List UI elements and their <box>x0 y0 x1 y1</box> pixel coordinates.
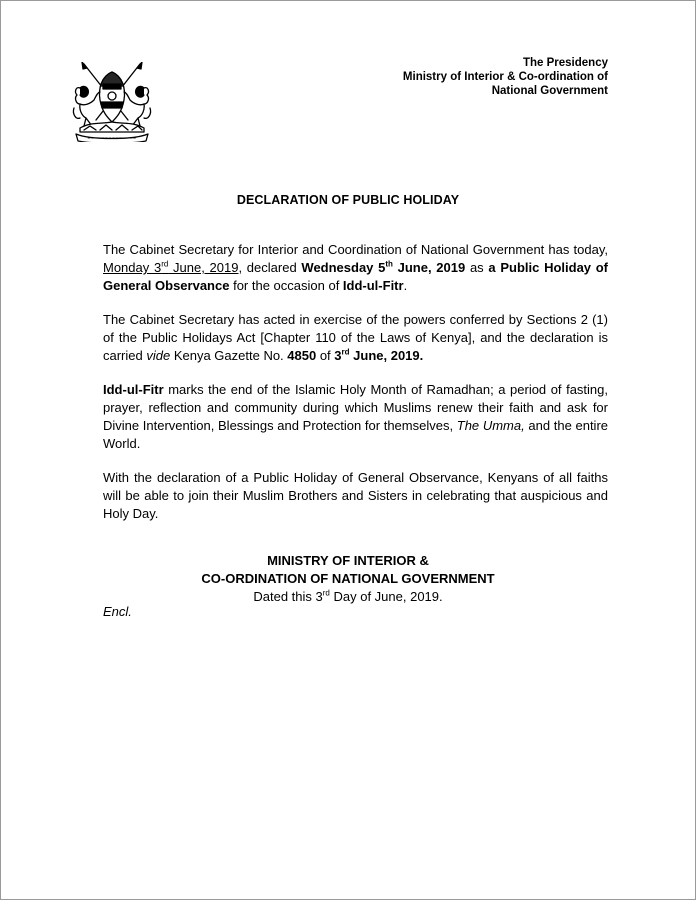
signature-block <box>0 552 696 606</box>
enclosure-note: Encl. <box>103 604 132 619</box>
kenya-coat-of-arms-icon <box>70 62 154 142</box>
paragraph-2: The Cabinet Secretary has acted in exercise of the powers conferred by Sections 2 (1) of the Public Holidays Act [Chapter 110 of the Laws of Kenya], and the declaration is carried vide Kenya Gazette No. 4850 of 3rd June, 2019. <box>103 312 608 363</box>
holiday-date: Wednesday 5th June, 2019 <box>301 259 466 275</box>
header-line-ministry: Ministry of Interior & Co-ordination of <box>402 71 608 83</box>
paragraph-4: With the declaration of a Public Holiday of General Observance, Kenyans of all faiths will be able to join their Muslim Brothers and Sisters in celebrating that auspicious and Holy Day. <box>103 470 608 521</box>
header-line-government: National Government <box>491 85 608 97</box>
paragraph-3: Idd-ul-Fitr marks the end of the Islamic Holy Month of Ramadhan; a period of fasting, prayer, reflection and community during which Muslims renew their faith and ask for Divine Intervention, Blessings and Protection for themselves, The Umma, and the entire World. <box>103 382 609 451</box>
occasion-name: Idd-ul-Fitr <box>342 278 404 293</box>
gazette-number: 4850 <box>287 348 317 363</box>
signature-ministry-line2: CO-ORDINATION OF NATIONAL GOVERNMENT <box>201 571 495 586</box>
announcement-date: Monday 3rd June, 2019 <box>103 259 239 275</box>
document-title: DECLARATION OF PUBLIC HOLIDAY <box>236 193 460 207</box>
document-body <box>103 241 608 539</box>
letterhead <box>403 56 608 98</box>
dated-line: Dated this 3rd Day of June, 2019. <box>253 588 443 604</box>
gazette-date: 3rd June, 2019. <box>334 347 424 363</box>
holiday-type: a Public Holiday of General Observance <box>103 260 609 293</box>
header-line-presidency: The Presidency <box>522 57 608 69</box>
paragraph-1: The Cabinet Secretary for Interior and Coordination of National Government has today, Monday 3rd June, 2019, declared Wednesday 5th June, 2019 as a Public Holiday of General Observance for the occasion of Idd-ul-Fitr. <box>103 242 609 293</box>
signature-ministry-line1: MINISTRY OF INTERIOR & <box>267 553 429 568</box>
